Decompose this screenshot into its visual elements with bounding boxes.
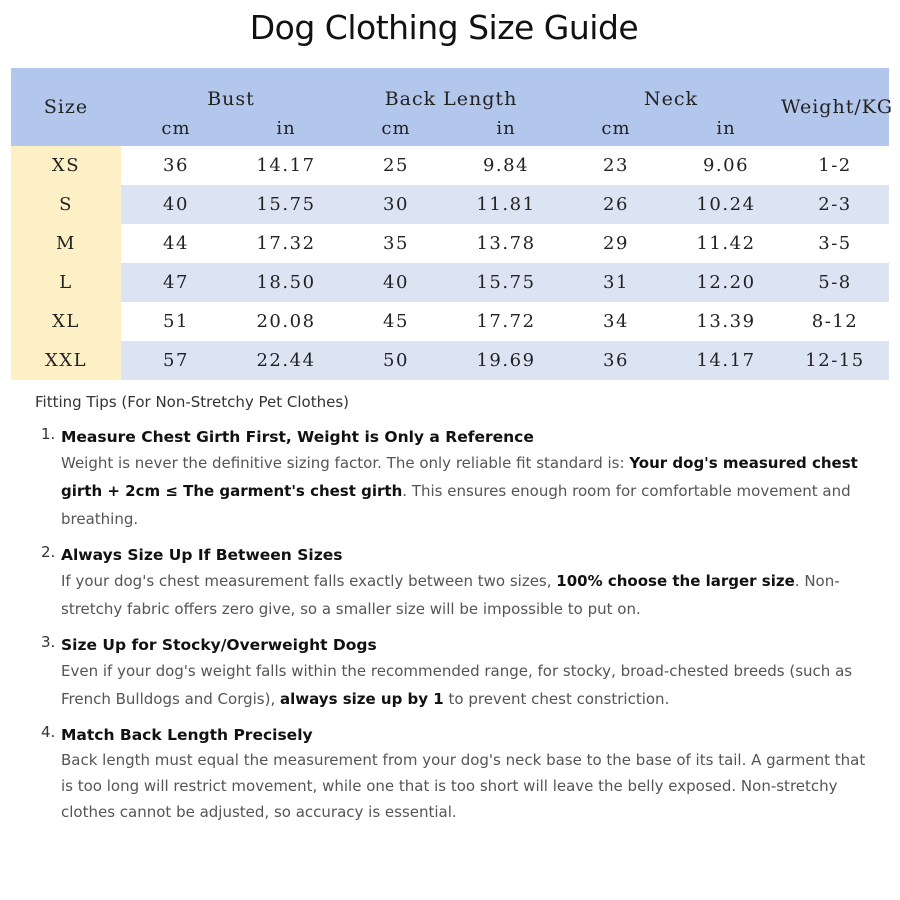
size-header: Size (11, 68, 121, 146)
unit-header: in (451, 110, 561, 146)
tip-item (35, 633, 875, 713)
neck-cm-cell: 31 (561, 263, 671, 302)
neck-in-cell: 14.17 (671, 341, 781, 380)
neck-cm-cell: 34 (561, 302, 671, 341)
neck-in-cell: 9.06 (671, 146, 781, 185)
bust-cm-cell: 51 (121, 302, 231, 341)
back-cm-cell: 30 (341, 185, 451, 224)
table-row (11, 263, 889, 302)
tip-body-text: . This ensures enough room for comfortable movement and breathing. (61, 482, 851, 528)
neck-cm-cell: 36 (561, 341, 671, 380)
back-in-cell: 17.72 (451, 302, 561, 341)
bust-in-cell: 17.32 (231, 224, 341, 263)
tip-body-text: to prevent chest constriction. (443, 690, 670, 708)
back-cm-cell: 40 (341, 263, 451, 302)
bust-in-cell: 15.75 (231, 185, 341, 224)
unit-header: in (231, 110, 341, 146)
tip-body-text: Weight is never the definitive sizing factor. The only reliable fit standard is: (61, 454, 630, 472)
tip-body (61, 449, 875, 533)
size-cell: XXL (11, 341, 121, 380)
tip-body-text: Back length must equal the measurement from your dog's neck base to the base of its tail. A garment that is too long will restrict movement, while one that is too short will leave the belly exposed. Non-stretchy clothes cannot be adjusted, so accuracy is essential. (61, 751, 866, 821)
unit-header: in (671, 110, 781, 146)
bust-header: Bust (121, 68, 341, 110)
neck-cm-cell: 29 (561, 224, 671, 263)
weight-header: Weight/KG (781, 68, 889, 146)
back-in-cell: 9.84 (451, 146, 561, 185)
tip-number: 2. (41, 543, 56, 561)
neck-header: Neck (561, 68, 781, 110)
tip-item (35, 723, 875, 825)
tip-number: 4. (41, 723, 56, 741)
table-row (11, 302, 889, 341)
tip-item (35, 543, 875, 623)
back-length-header: Back Length (341, 68, 561, 110)
tip-title: Measure Chest Girth First, Weight is Only a Reference (61, 428, 534, 446)
size-table (11, 68, 894, 380)
table-row (11, 341, 889, 380)
tip-body-emphasis: Your dog's measured chest girth + 2cm ≤ The garment's chest girth (61, 454, 858, 500)
bust-cm-cell: 40 (121, 185, 231, 224)
page-title: Dog Clothing Size Guide (249, 8, 639, 47)
bust-cm-cell: 47 (121, 263, 231, 302)
bust-cm-cell: 36 (121, 146, 231, 185)
unit-header: cm (561, 110, 671, 146)
size-cell: L (11, 263, 121, 302)
back-in-cell: 13.78 (451, 224, 561, 263)
weight-cell: 1-2 (781, 146, 889, 185)
unit-header: cm (121, 110, 231, 146)
neck-in-cell: 10.24 (671, 185, 781, 224)
back-in-cell: 19.69 (451, 341, 561, 380)
neck-in-cell: 12.20 (671, 263, 781, 302)
tip-number: 3. (41, 633, 56, 651)
neck-in-cell: 11.42 (671, 224, 781, 263)
table-row (11, 146, 889, 185)
tips-heading: Fitting Tips (For Non-Stretchy Pet Clothes) (35, 393, 350, 411)
size-cell: S (11, 185, 121, 224)
back-in-cell: 11.81 (451, 185, 561, 224)
tip-title: Size Up for Stocky/Overweight Dogs (61, 636, 377, 654)
back-cm-cell: 35 (341, 224, 451, 263)
fitting-tips (35, 393, 875, 835)
weight-cell: 5-8 (781, 263, 889, 302)
bust-in-cell: 18.50 (231, 263, 341, 302)
bust-cm-cell: 44 (121, 224, 231, 263)
tip-body (61, 657, 875, 713)
bust-in-cell: 22.44 (231, 341, 341, 380)
size-cell: XS (11, 146, 121, 185)
neck-in-cell: 13.39 (671, 302, 781, 341)
weight-cell: 8-12 (781, 302, 889, 341)
bust-cm-cell: 57 (121, 341, 231, 380)
tip-body-text: Even if your dog's weight falls within the recommended range, for stocky, broad-chested breeds (such as French Bulldogs and Corgis), (61, 662, 853, 708)
weight-cell: 2-3 (781, 185, 889, 224)
tip-title: Always Size Up If Between Sizes (61, 546, 343, 564)
neck-cm-cell: 23 (561, 146, 671, 185)
back-cm-cell: 45 (341, 302, 451, 341)
table-row (11, 185, 889, 224)
tip-body (61, 747, 875, 825)
tip-title: Match Back Length Precisely (61, 726, 313, 744)
back-cm-cell: 50 (341, 341, 451, 380)
unit-header: cm (341, 110, 451, 146)
weight-cell: 12-15 (781, 341, 889, 380)
back-cm-cell: 25 (341, 146, 451, 185)
tip-item (35, 425, 875, 533)
size-cell: M (11, 224, 121, 263)
bust-in-cell: 20.08 (231, 302, 341, 341)
size-cell: XL (11, 302, 121, 341)
tip-body-text: . Non-stretchy fabric offers zero give, so a smaller size will be impossible to put on. (61, 572, 840, 618)
back-in-cell: 15.75 (451, 263, 561, 302)
tip-body-text: If your dog's chest measurement falls exactly between two sizes, (61, 572, 557, 590)
weight-cell: 3-5 (781, 224, 889, 263)
table-row (11, 224, 889, 263)
tip-body-emphasis: 100% choose the larger size (556, 572, 795, 590)
tip-body (61, 567, 875, 623)
bust-in-cell: 14.17 (231, 146, 341, 185)
tip-body-emphasis: always size up by 1 (280, 690, 444, 708)
tip-number: 1. (41, 425, 56, 443)
neck-cm-cell: 26 (561, 185, 671, 224)
